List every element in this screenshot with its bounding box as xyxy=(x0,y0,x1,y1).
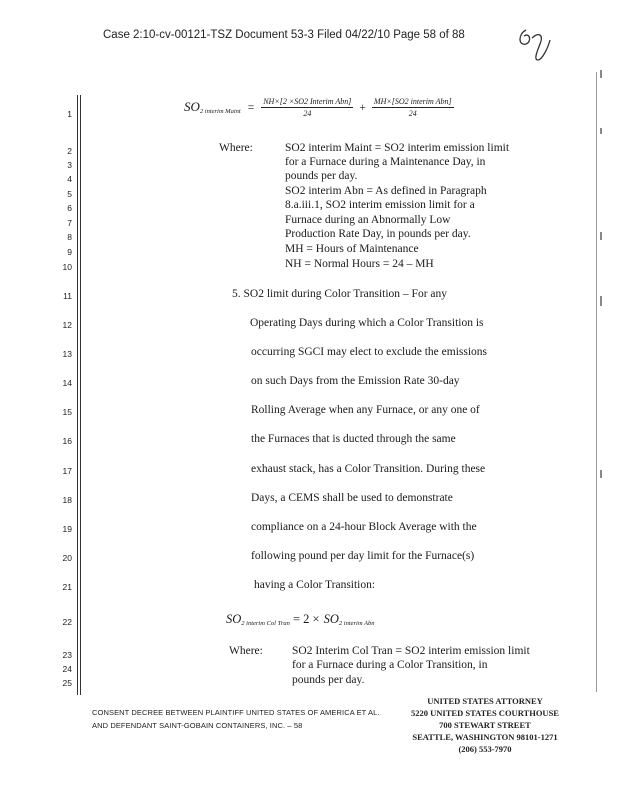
left-margin-rule xyxy=(77,95,78,695)
paragraph-line: 5. SO2 limit during Color Transition – For any xyxy=(232,288,448,300)
us-attorney-address xyxy=(410,695,560,755)
line-number: 16 xyxy=(62,436,72,446)
fraction-numerator: NH×[2 ×SO2 Interim Abn] xyxy=(263,97,352,106)
line-number: 13 xyxy=(62,349,72,359)
line-number: 8 xyxy=(67,232,72,242)
line-number: 17 xyxy=(62,466,72,476)
fraction-denominator: 24 xyxy=(408,109,417,118)
left-margin-rule-inner xyxy=(80,95,81,695)
paragraph-line: occurring SGCI may elect to exclude the emissions xyxy=(251,346,488,358)
case-header: Case 2:10-cv-00121-TSZ Document 53-3 Filed 04/22/10 Page 58 of 88 xyxy=(103,29,465,41)
line-number: 6 xyxy=(67,203,72,213)
line-number: 25 xyxy=(62,678,72,688)
where-line: MH = Hours of Maintenance xyxy=(285,243,419,255)
line-number: 22 xyxy=(62,617,72,627)
line-number: 14 xyxy=(62,378,72,388)
formula-so2-interim-col-tran: $SO_2$ $_{interim Col Tran} = 2 \times SO_2$ $_{interim Abn}$ xyxy=(226,612,375,627)
scan-speck xyxy=(600,470,602,478)
line-number: 2 xyxy=(67,146,72,156)
scan-speck xyxy=(600,296,602,306)
line-number: 18 xyxy=(62,495,72,505)
fraction-numerator: MH×[SO2 interim Abn] xyxy=(373,97,452,106)
address-line: 5220 UNITED STATES COURTHOUSE xyxy=(411,708,559,718)
address-line: SEATTLE, WASHINGTON 98101-1271 xyxy=(412,732,558,742)
line-number: 7 xyxy=(67,218,72,228)
paragraph-line: Operating Days during which a Color Transition is xyxy=(250,317,484,329)
where-label: Where: xyxy=(229,645,263,657)
formula-so2-interim-maint: $SO_2$ $_{interim Maint}$ = $\frac{\text{NH×[2 ×SO2 Interim Abn]}}{24}$ + $\frac{\text{MH×[SO2 interim Abn]}}{24}$ xyxy=(184,97,452,118)
where-line: for a Furnace during a Maintenance Day, in xyxy=(285,156,486,168)
scan-speck xyxy=(600,232,602,240)
paragraph-line: Rolling Average when any Furnace, or any one of xyxy=(251,404,480,416)
where-line: 8.a.iii.1, SO2 interim emission limit for a xyxy=(285,199,475,211)
line-number: 4 xyxy=(67,174,72,184)
fraction-denominator: 24 xyxy=(303,109,312,118)
right-margin-rule xyxy=(596,72,597,692)
line-number: 20 xyxy=(62,553,72,563)
where-label: Where: xyxy=(219,142,253,154)
where-line: SO2 Interim Col Tran = SO2 interim emission limit xyxy=(292,645,530,657)
where-line: NH = Normal Hours = 24 – MH xyxy=(285,258,434,270)
line-number: 19 xyxy=(62,524,72,534)
address-line: UNITED STATES ATTORNEY xyxy=(427,696,543,706)
line-number: 10 xyxy=(62,262,72,272)
paragraph-line: Days, a CEMS shall be used to demonstrate xyxy=(251,492,453,504)
where-line: pounds per day. xyxy=(292,674,365,686)
where-line: for a Furnace during a Color Transition, in xyxy=(292,659,488,671)
footer-caption-line1: CONSENT DECREE BETWEEN PLAINTIFF UNITED STATES OF AMERICA ET AL. xyxy=(92,708,380,717)
line-number: 1 xyxy=(67,109,72,119)
paragraph-line: on such Days from the Emission Rate 30-day xyxy=(251,375,460,387)
scan-speck xyxy=(600,70,602,78)
where-line: Production Rate Day, in pounds per day. xyxy=(285,228,471,240)
line-number: 3 xyxy=(67,160,72,170)
where-line: SO2 interim Maint = SO2 interim emission limit xyxy=(285,142,510,154)
scan-speck xyxy=(600,128,602,134)
paragraph-line: compliance on a 24-hour Block Average with the xyxy=(251,521,477,533)
paragraph-line: exhaust stack, has a Color Transition. During these xyxy=(251,463,486,475)
paragraph-line: the Furnaces that is ducted through the same xyxy=(251,433,456,445)
address-line: (206) 553-7970 xyxy=(458,744,512,754)
line-number: 15 xyxy=(62,407,72,417)
paragraph-line: following pound per day limit for the Furnace(s) xyxy=(251,550,475,562)
line-number: 5 xyxy=(67,189,72,199)
address-line: 700 STEWART STREET xyxy=(439,720,531,730)
line-number: 21 xyxy=(62,582,72,592)
line-number: 11 xyxy=(63,291,72,301)
where-line: SO2 interim Abn = As defined in Paragraph xyxy=(285,185,487,197)
initials-signature xyxy=(512,24,556,64)
where-line: Furnace during an Abnormally Low xyxy=(285,214,451,226)
line-number: 12 xyxy=(62,320,72,330)
line-number: 9 xyxy=(67,247,72,257)
footer-caption-line2: AND DEFENDANT SAINT-GOBAIN CONTAINERS, INC. – 58 xyxy=(92,721,303,730)
line-number: 24 xyxy=(62,664,72,674)
line-number: 23 xyxy=(62,650,72,660)
paragraph-line: having a Color Transition: xyxy=(254,579,376,591)
where-line: pounds per day. xyxy=(285,170,358,182)
